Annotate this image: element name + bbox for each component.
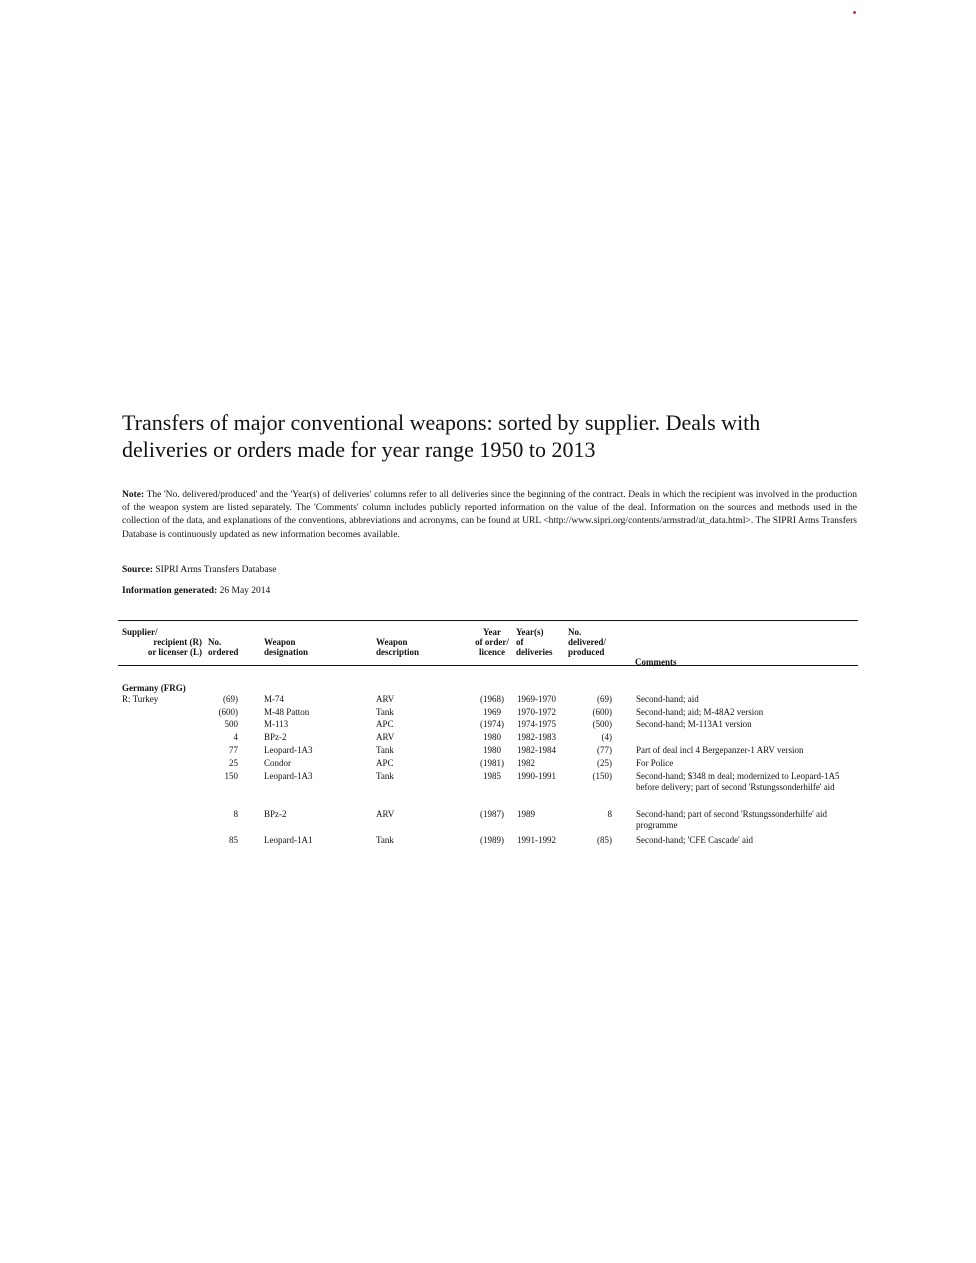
cell-designation: Condor bbox=[264, 758, 291, 768]
header-supplier-line: recipient (R) bbox=[153, 637, 202, 647]
cell-designation: Leopard-1A1 bbox=[264, 835, 313, 845]
cell-year-deliveries: 1969-1970 bbox=[517, 694, 556, 704]
cell-year-order: (1981) bbox=[480, 758, 504, 768]
cell-no-delivered: (150) bbox=[592, 771, 612, 781]
cell-description: APC bbox=[376, 719, 394, 729]
source-line bbox=[122, 564, 276, 576]
cell-description: ARV bbox=[376, 732, 395, 742]
scan-speck bbox=[853, 11, 856, 14]
cell-no-delivered: (4) bbox=[601, 732, 612, 742]
header-designation bbox=[264, 637, 308, 657]
source-label: Source: bbox=[122, 565, 153, 575]
header-comments-line: Comments bbox=[635, 657, 677, 667]
header-year-order-line: licence bbox=[479, 647, 505, 657]
cell-designation: M-113 bbox=[264, 719, 289, 729]
cell-no-ordered: (69) bbox=[223, 694, 238, 704]
cell-no-delivered: 8 bbox=[607, 809, 612, 819]
header-year-order-line: Year bbox=[483, 627, 501, 637]
header-no-delivered bbox=[568, 627, 606, 657]
generated-label: Information generated: bbox=[122, 586, 218, 596]
generated-date: 26 May 2014 bbox=[219, 586, 271, 596]
note-label: Note: bbox=[122, 490, 145, 500]
recipient-label: R: Turkey bbox=[122, 694, 159, 704]
cell-year-order: (1989) bbox=[480, 835, 504, 845]
header-no-delivered-line: No. bbox=[568, 627, 582, 637]
table-top-rule bbox=[118, 620, 858, 621]
cell-no-delivered: (69) bbox=[597, 694, 612, 704]
cell-no-delivered: (25) bbox=[597, 758, 612, 768]
cell-description: ARV bbox=[376, 809, 395, 819]
header-supplier-line: or licenser (L) bbox=[147, 647, 202, 657]
cell-no-ordered: (600) bbox=[218, 707, 238, 717]
header-year-deliveries-line: Year(s) bbox=[516, 627, 544, 637]
cell-no-ordered: 4 bbox=[233, 732, 238, 742]
cell-designation: BPz-2 bbox=[264, 732, 287, 742]
cell-year-order: 1980 bbox=[483, 732, 501, 742]
cell-year-deliveries: 1982 bbox=[517, 758, 535, 768]
header-no-delivered-line: delivered/ bbox=[568, 637, 606, 647]
note-paragraph bbox=[122, 489, 857, 542]
note-text: The 'No. delivered/produced' and the 'Year(s) of deliveries' columns refer to all deliveries since the beginning of the contract. Deals in which the recipient was involved in the production of the weapon system are listed separately. The 'Comments' column includes publicly reported information on the value of the deal. Information on the sources and methods used in the collection of the data, and explanations of the conventions, abbreviations and acronyms, can be found at URL <http://www.sipri.org/contents/armstrad/at_data.html>. The SIPRI Arms Transfers Database is continuously updated as new information becomes available. bbox=[122, 490, 857, 540]
cell-no-ordered: 77 bbox=[229, 745, 238, 755]
cell-year-deliveries: 1974-1975 bbox=[517, 719, 556, 729]
cell-comments: Second-hand; aid; M-48A2 version bbox=[636, 707, 764, 717]
cell-year-deliveries: 1991-1992 bbox=[517, 835, 556, 845]
cell-description: Tank bbox=[376, 771, 394, 781]
source-text: SIPRI Arms Transfers Database bbox=[155, 565, 277, 575]
header-supplier bbox=[122, 627, 202, 657]
header-no-ordered-line: No. bbox=[208, 637, 222, 647]
cell-year-order: 1985 bbox=[483, 771, 501, 781]
cell-no-ordered: 85 bbox=[229, 835, 238, 845]
table-header-rule bbox=[118, 665, 858, 666]
header-no-ordered-line: ordered bbox=[208, 647, 239, 657]
cell-description: Tank bbox=[376, 745, 394, 755]
cell-no-ordered: 150 bbox=[224, 771, 238, 781]
cell-no-delivered: (500) bbox=[592, 719, 612, 729]
cell-comments: Second-hand; aid bbox=[636, 694, 699, 704]
cell-no-delivered: (77) bbox=[597, 745, 612, 755]
cell-year-order: 1969 bbox=[483, 707, 501, 717]
header-year-deliveries bbox=[516, 627, 553, 657]
cell-comments: Second-hand; part of second 'Rstungssonderhilfe' aid programme bbox=[636, 809, 827, 830]
header-year-deliveries-line: of bbox=[516, 637, 524, 647]
cell-designation: M-74 bbox=[264, 694, 284, 704]
cell-description: APC bbox=[376, 758, 394, 768]
cell-year-order: (1968) bbox=[480, 694, 504, 704]
cell-comments: Second-hand; $348 m deal; modernized to Leopard-1A5 before delivery; part of second 'Rstungssonderhilfe' aid bbox=[636, 771, 840, 792]
cell-year-deliveries: 1989 bbox=[517, 809, 535, 819]
header-designation-line: Weapon bbox=[264, 637, 296, 647]
supplier-group: Germany (FRG) bbox=[122, 683, 186, 693]
cell-description: Tank bbox=[376, 835, 394, 845]
header-year-order bbox=[466, 627, 518, 657]
header-description bbox=[376, 637, 419, 657]
header-year-order-line: of order/ bbox=[475, 637, 509, 647]
generated-line bbox=[122, 585, 270, 597]
cell-designation: Leopard-1A3 bbox=[264, 745, 313, 755]
cell-comments: Part of deal incl 4 Bergepanzer-1 ARV version bbox=[636, 745, 804, 755]
cell-description: ARV bbox=[376, 694, 395, 704]
cell-year-deliveries: 1970-1972 bbox=[517, 707, 556, 717]
cell-year-order: 1980 bbox=[483, 745, 501, 755]
header-no-delivered-line: produced bbox=[568, 647, 605, 657]
cell-designation: BPz-2 bbox=[264, 809, 287, 819]
header-description-line: Weapon bbox=[376, 637, 408, 647]
cell-comments: For Police bbox=[636, 758, 674, 768]
cell-description: Tank bbox=[376, 707, 394, 717]
cell-year-deliveries: 1982-1984 bbox=[517, 745, 556, 755]
cell-year-order: (1987) bbox=[480, 809, 504, 819]
cell-designation: Leopard-1A3 bbox=[264, 771, 313, 781]
cell-comments: Second-hand; 'CFE Cascade' aid bbox=[636, 835, 753, 845]
cell-no-ordered: 8 bbox=[233, 809, 238, 819]
cell-no-delivered: (85) bbox=[597, 835, 612, 845]
cell-comments: Second-hand; M-113A1 version bbox=[636, 719, 752, 729]
cell-no-delivered: (600) bbox=[592, 707, 612, 717]
cell-year-deliveries: 1982-1983 bbox=[517, 732, 556, 742]
header-description-line: description bbox=[376, 647, 420, 657]
header-year-deliveries-line: deliveries bbox=[516, 647, 553, 657]
header-supplier-line: Supplier/ bbox=[122, 627, 158, 637]
cell-no-ordered: 25 bbox=[229, 758, 238, 768]
cell-designation: M-48 Patton bbox=[264, 707, 310, 717]
cell-year-deliveries: 1990-1991 bbox=[517, 771, 556, 781]
cell-year-order: (1974) bbox=[480, 719, 504, 729]
page-title: Transfers of major conventional weapons: sorted by supplier. Deals with deliveries or orders made for year range 1950 to 2013 bbox=[122, 410, 761, 462]
header-designation-line: designation bbox=[264, 647, 309, 657]
cell-no-ordered: 500 bbox=[224, 719, 238, 729]
header-no-ordered bbox=[208, 637, 238, 657]
